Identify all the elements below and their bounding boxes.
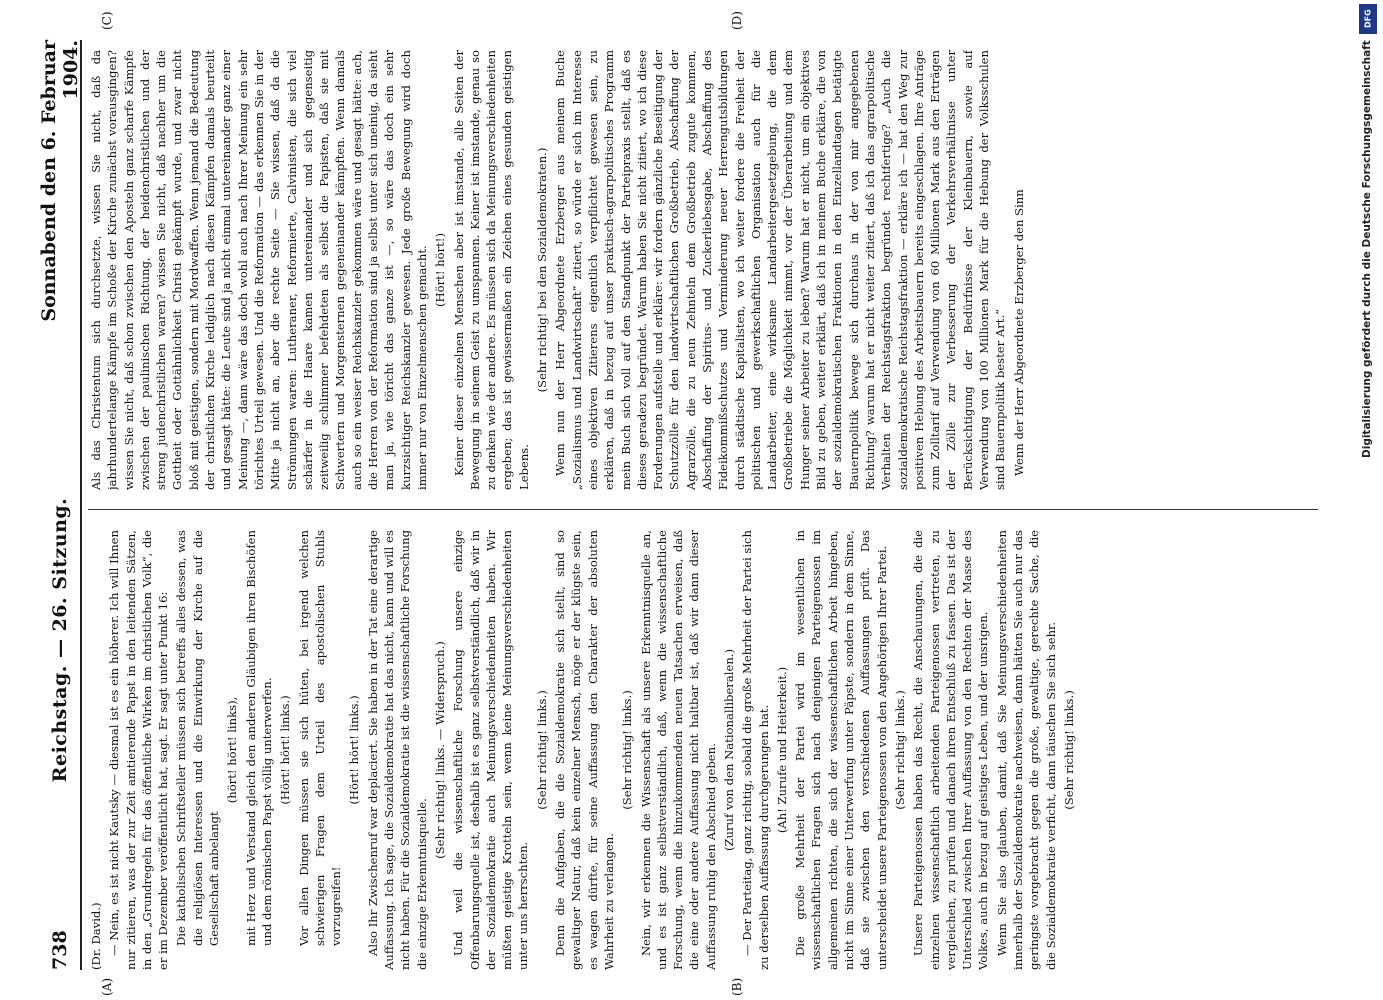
paragraph: mit Herz und Verstand gleich den anderen Gläubigen ihren Bischöfen und dem römischen Papst völlig unterwerfen.: [243, 530, 274, 946]
paragraph: (Sehr richtig! links.): [534, 690, 549, 810]
paragraph: Und weil die wissenschaftliche Forschung unsere einzige Offenbarungsquelle ist, deshalb ist es ganz selbstverständlich, daß wir in der Sozialdemokratie auch Meinungsverschiedenheiten haben. Wir müßten geistige Krotteln sein, wenn keine Meinungsverschiedenheiten unter uns herrschten.: [451, 530, 531, 970]
session-title: Reichstag. — 26. Sitzung.: [49, 497, 71, 783]
paragraph: (Dr. David.): [89, 902, 103, 970]
paragraph: (Ah! Zurufe und Heiterkeit.): [774, 666, 789, 834]
paragraph: Die katholischen Schriftsteller müssen sich betreffs alles dessen, was die religiösen Interessen und die Einwirkung der Kirche auf die Gesellschaft anbelangt: [174, 530, 222, 946]
paragraph: Wenn der Herr Abgeordnete Erzberger den Sinn: [1011, 189, 1026, 476]
paragraph: Also Ihr Zwischenruf war deplaciert. Sie haben in der Tat eine derartige Auffassung. Ich sage, die Sozialdemokratie hat das nicht, kann und will es nicht haben. Für die Sozialdemokratie ist die wissenschaftliche Forschung die einzige Erkenntnisquelle.: [365, 530, 429, 970]
margin-marker-b: (B): [730, 977, 744, 996]
dfg-logo: DFG: [1359, 4, 1377, 34]
paragraph: (Hört! hört!): [433, 233, 448, 307]
paragraph: (hört! hört! links),: [225, 696, 240, 804]
paragraph: (Zuruf von den Nationalliberalen.): [721, 648, 736, 852]
session-date: Sonnabend den 6. Februar 1904.: [38, 40, 82, 322]
paragraph: Denn die Aufgaben, die die Sozialdemokratie sich stellt, sind so gewaltiger Natur, daß kein einzelner Mensch, möge er der klügste sein, es wagen dürfte, für seine Auffassung den Charakter der absoluten Wahrheit zu verlangen.: [553, 530, 616, 970]
margin-marker-c: (C): [100, 11, 114, 30]
paragraph: (Sehr richtig! links.): [892, 690, 907, 810]
column-divider: [88, 509, 1318, 510]
right-column: [88, 50, 1318, 490]
paragraph: (Sehr richtig! bei den Sozialdemokraten.): [535, 147, 550, 393]
paragraph: Vor allen Dingen müssen sie sich hüten, bei irgend welchen schwierigen Fragen dem Urteil des apostolischen Stuhls vorzugreifen!: [296, 530, 344, 946]
paragraph: Wenn Sie also glauben, damit, daß Sie Meinungsverschiedenheiten innerhalb der Sozialdemokratie nachweisen, dann hätten Sie auch nur das geringste vorgebracht gegen die große, gewaltige, gerechte Sache, die die Sozialdemokratie verficht, dann täuschen Sie sich sehr.: [994, 530, 1058, 970]
paragraph: Wenn nun der Herr Abgeordnete Erzberger aus meinem Buche „Sozialismus und Landwirtschaft“ zitiert, so würde er sich im Interesse eines objektiven Zitierens eigentlich verpflichtet gewesen sein, zu erklären, daß in bezug auf unser praktisch-agrarpolitisches Programm mein Buch sich voll auf den Standpunkt der Parteipraxis stellt, daß es dieses geradezu begründet. Warum haben Sie nicht zitiert, wo ich diese Forderungen aufstelle und erkläre: wir fordern gänzliche Beseitigung der Schutzzölle für den landwirtschaftlichen Großbetrieb, Abschaffung der Agrarzölle, die zu neun Zehnteln dem Großbetrieb zugute kommen, Abschaffung der Spiritus- und Zuckerliebesgabe, Abschaffung des Fideikommißschutzes und Verminderung neuer Herrengutsbildungen durch städtische Kapitalisten, wo ich weiter fordere die Freiheit der politischen und gewerkschaftlichen Organisation auch für die Landarbeiter, eine wirksame Landarbeitergesetzgebung, die dem Großbetriebe die Möglichkeit nimmt, vor der Überarbeitung und dem Hunger seiner Arbeiter zu leben? Warum hat er nicht, um ein objektives Bild zu geben, weiter erklärt, daß ich in meinem Buche erkläre, die von der sozialdemokratischen Fraktionen in den Einzellandtagen betätigte Bauernpolitik bewege sich durchaus in der von mir angegebenen Richtung? warum hat er nicht weiter zitiert, daß ich das agrarpolitische Verhalten der Reichstagsfraktion begründet rechtfertige? „Auch die sozialdemokratische Reichstagsfraktion — erkläre ich — hat den Weg zur positiven Hebung des Arbeitsbauern bereits eingeschlagen. Ihre Anträge zum Zolltarif auf Verwendung von 60 Millionen Mark aus den Erträgen der Zölle zur Verbesserung der Verkehrsverhältnisse unter Berücksichtigung der Bedürfnisse der Kleinbauern, sowie auf Verwendung von 100 Millionen Mark für die Hebung der Volksschulen sind Bauernpolitik bester Art.“: [553, 50, 1008, 490]
digitization-credit: Digitalisierung gefördert durch die Deutsche Forschungsgemeinschaft: [1361, 40, 1373, 458]
paragraph: Als das Christentum sich durchsetzte, wissen Sie nicht, daß da jahrhundertelange Kämpfe im Schoße der Kirche zunächst vorausgingen? wissen Sie nicht, daß schon zwischen den Aposteln ganz scharfe Kämpfe zwischen der paulinischen Richtung, der heidenchristlichen und der streng judenchristlichen waren? wissen Sie nicht, daß nachher um die Gottheit oder Gottähnlichkeit Christi gekämpft wurde, und zwar nicht bloß mit geistigen, sondern mit Mordwaffen. Wenn jemand die Bedeutung der christlichen Kirche lediglich nach diesen Kämpfen damals beurteilt und gesagt hätte: die Leute sind ja nicht einmal untereinander ganz einer Meinung —, dann wäre das doch wohl auch nach Ihrer Meinung ein sehr törichtes Urteil gewesen. Und die Reformation — das erkennen Sie in der Mitte ja nicht an, aber die rechte Seite — Sie wissen, daß da die Strömungen waren: Lutheraner, Reformierte, Calvinisten, die sich viel schärfer in die Haare kamen untereinander und sich gegenseitig zeitweilig schlimmer befehdeten als selbst die Papisten, daß sie mit Schwertern und Morgensternen gegeneinander kämpften. Wenn damals auch so ein weiser Reichskanzler gekommen wäre und gesagt hätte: ach, die Herren von der Reformation sind ja selbst unter sich uneinig, da sieht man ja, wie töricht das ganze ist —, so wäre das doch ein sehr kurzsichtiger Reichskanzler gewesen. Jede große Bewegung wird doch immer nur von Einzelmenschen gemacht.: [89, 50, 429, 490]
paragraph: (Sehr richtig! links.): [1061, 690, 1076, 810]
left-column: [88, 530, 1318, 970]
paragraph: (Hört! hört! links.): [278, 695, 293, 805]
paragraph: (Sehr richtig! links. — Widerspruch.): [432, 641, 447, 859]
paragraph: Die große Mehrheit der Partei wird im wesentlichen in wissenschaftlichen Fragen sich nach denjenigen Parteigenossen im allgemeinen richten, die sich der wissenschaftlichen Arbeit hingeben, nicht im Sinne einer Unterwerfung unter Päpste, sondern in dem Sinne, daß sie zwischen den verschiedenen Auffassungen prüft. Das unterscheidet unsere Parteigenossen von den Angehörigen Ihrer Partei.: [793, 530, 889, 970]
paragraph: (Sehr richtig! links.): [620, 690, 635, 810]
paragraph: (Hört! hört! links.): [347, 695, 362, 805]
paragraph: Unsere Parteigenossen haben das Recht, die Anschauungen, die die einzelnen wissenschaftlich arbeitenden Parteigenossen vertreten, zu vergleichen, zu prüfen und danach ihren Entschluß zu fassen. Das ist der Unterschied zwischen Ihrer Auffassung von den Rechten der Masse des Volkes, auch in bezug auf geistiges Leben, und der unsrigen.: [911, 530, 991, 970]
margin-marker-d: (D): [730, 11, 744, 30]
paragraph: — Der Parteitag, ganz richtig, sobald die große Mehrheit der Partei sich zu derselben Auffassung durchgerungen hat.: [740, 530, 771, 970]
paragraph: Nein, wir erkennen die Wissenschaft als unsere Erkenntnisquelle an, und es ist ganz selbstverständlich, daß, wenn die wissenschaftliche Forschung, wenn die hinzukommenden neuen Tatsachen erweisen, daß die eine oder andere Auffassung nicht haltbar ist, daß wir dann dieser Auffassung ruhig den Abschied geben.: [638, 530, 718, 970]
paragraph: Keiner dieser einzelnen Menschen aber ist imstande, alle Seiten der Bewegung in seinem Geist zu umspannen. Keiner ist imstande, genau so zu denken wie der andere. Es müssen sich da Meinungsverschiedenheiten ergeben; das ist gewissermaßen ein Zeichen eines gesunden geistigen Lebens.: [451, 50, 531, 490]
paragraph: — Nein, es ist nicht Kautsky — diesmal ist es ein höherer. Ich will Ihnen nur zitieren, was der zur Zeit amtierende Papst in den leitenden Sätzen, in den „Grundregeln für das öffentliche Wirken im christlichen Volk“, die er im Dezember veröffentlicht hat, sagt. Er sagt unter Punkt 16:: [107, 530, 171, 970]
document-page: [38, 11, 1330, 996]
page-number: 738: [49, 930, 71, 970]
page-header: [40, 40, 82, 970]
margin-marker-a: (A): [100, 977, 114, 996]
